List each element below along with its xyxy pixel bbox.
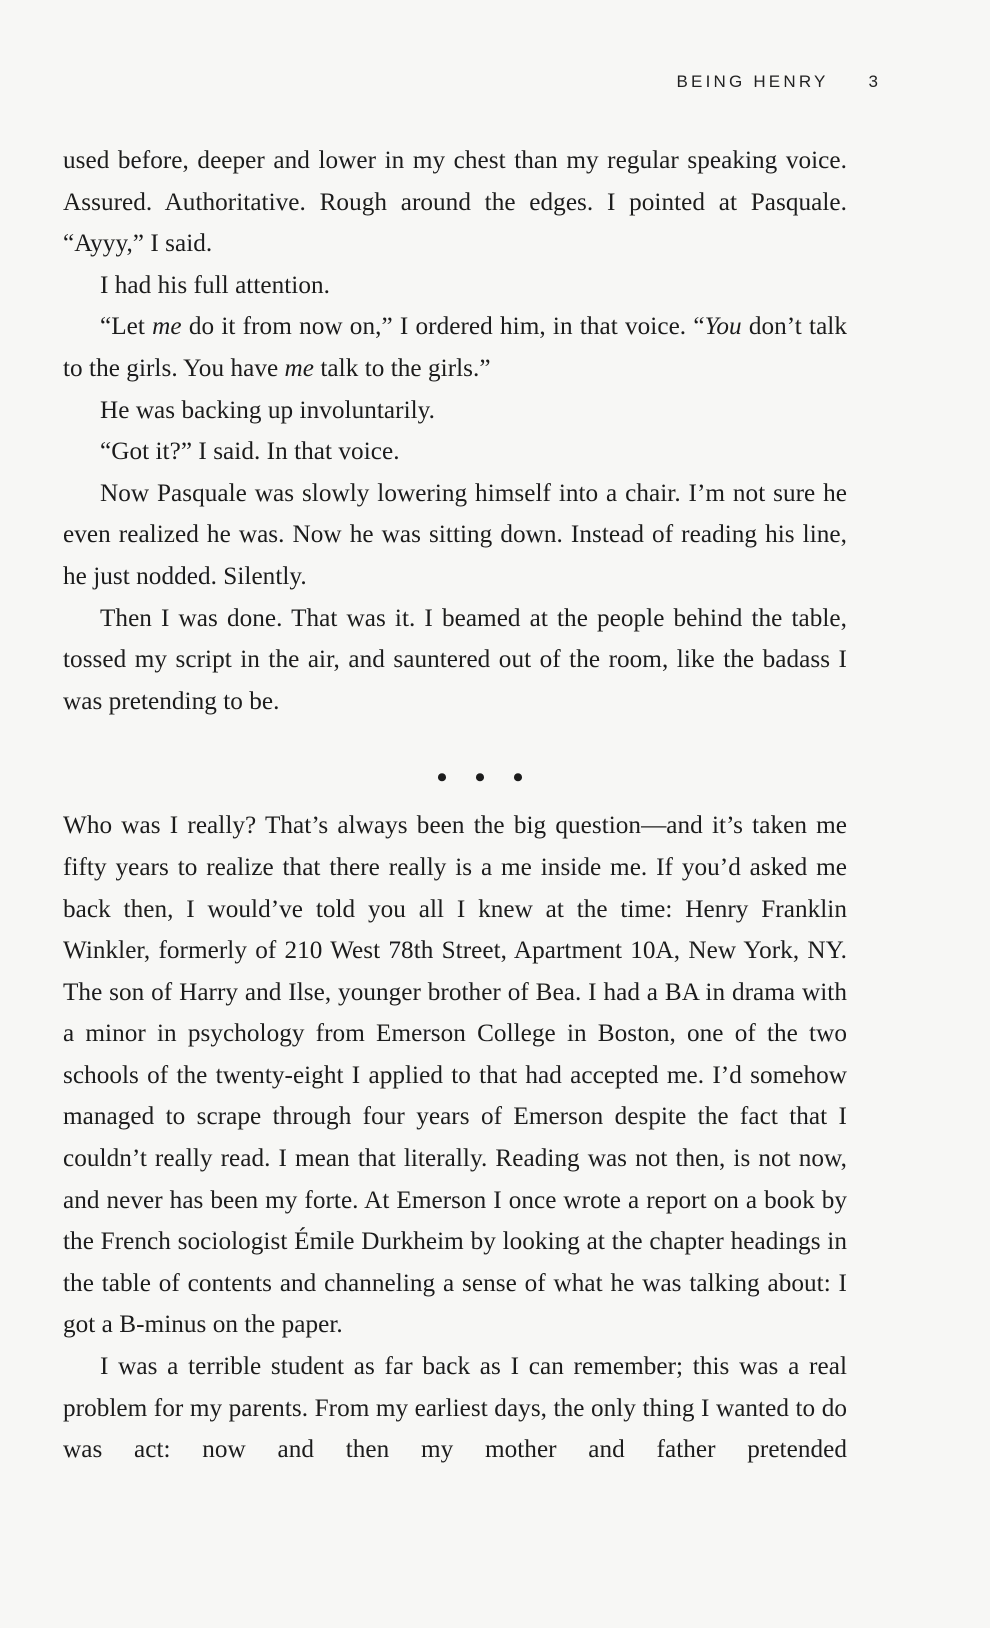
paragraph <box>63 473 847 598</box>
paragraph <box>63 431 847 473</box>
paragraph-text: He was backing up involuntarily. <box>100 396 436 424</box>
paragraph <box>63 265 847 307</box>
running-title: BEING HENRY <box>676 72 829 91</box>
paragraph <box>63 805 847 1346</box>
paragraph <box>63 390 847 432</box>
paragraph-text: Now Pasquale was slowly lowering himself into a chair. I’m not sure he even realized he was. Now he was sitting down. Instead of reading his line, he just nodded. Silently. <box>63 479 847 590</box>
paragraph <box>63 1346 847 1471</box>
section-break: • • • <box>436 760 534 794</box>
paragraph-text: Who was I really? That’s always been the big question—and it’s taken me fifty years to realize that there really is a me inside me. If you’d asked me back then, I would’ve told you all I knew at the time: Henry Franklin Winkler, formerly of 210 West 78th Street, Apartment 10A, New York, NY. The son of Harry and Ilse, younger brother of Bea. I had a BA in drama with a minor in psychology from Emerson College in Boston, one of the two schools of the twenty-eight I applied to that had accepted me. I’d somehow managed to scrape through four years of Emerson despite the fact that I couldn’t really read. I mean that literally. Reading was not then, is not now, and never has been my forte. At Emerson I once wrote a report on a book by the French sociologist Émile Durkheim by looking at the chapter headings in the table of contents and channeling a sense of what he was talking about: I got a B-minus on the paper. <box>63 812 847 1339</box>
body-text <box>63 140 847 1471</box>
paragraph-text: don’t talk to the girls. You have <box>63 313 848 382</box>
paragraph-text: do it from now on,” I ordered him, in that voice. “ <box>181 313 705 341</box>
paragraph-text: Then I was done. That was it. I beamed at the people behind the table, tossed my script in the air, and sauntered out of the room, like the badass I was pretending to be. <box>63 604 847 715</box>
emphasis-text: me <box>152 313 182 341</box>
paragraph-text: “Got it?” I said. In that voice. <box>100 438 400 466</box>
paragraph <box>63 306 847 389</box>
emphasis-text: You <box>704 313 742 341</box>
paragraphs-before-break <box>63 140 847 722</box>
page-number: 3 <box>868 72 878 91</box>
paragraph <box>63 598 847 723</box>
emphasis-text: me <box>284 354 315 382</box>
paragraph-text: used before, deeper and lower in my chest than my regular speaking voice. Assured. Authoritative. Rough around the edges. I pointed at Pasquale. “Ayyy,” I said. <box>63 147 847 258</box>
running-header <box>677 72 879 92</box>
paragraph-text: talk to the girls.” <box>314 354 491 382</box>
paragraph-text: I was a terrible student as far back as I can remember; this was a real problem for my parents. From my earliest days, the only thing I wanted to do was act: now and then my mother and father pretended <box>63 1353 847 1464</box>
paragraph <box>63 140 847 265</box>
paragraphs-after-break <box>63 805 847 1471</box>
paragraph-text: I had his full attention. <box>100 271 330 299</box>
paragraph-text: “Let <box>100 313 153 341</box>
